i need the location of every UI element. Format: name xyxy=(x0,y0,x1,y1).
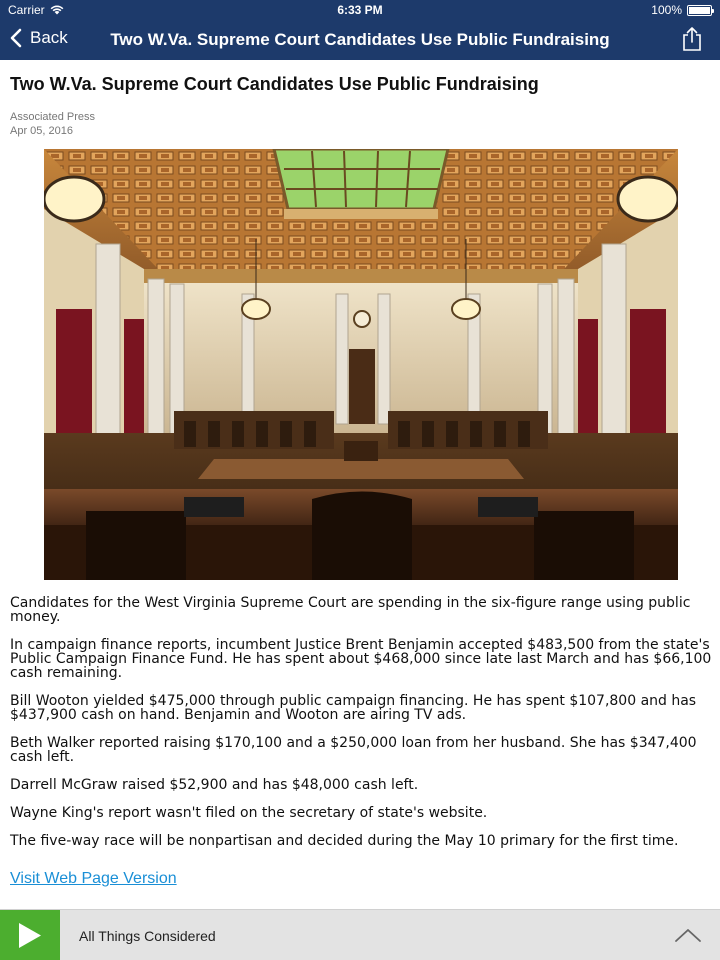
chevron-left-icon xyxy=(10,28,22,48)
play-icon xyxy=(0,910,60,960)
navigation-bar xyxy=(0,20,720,60)
article-date: Apr 05, 2016 xyxy=(10,125,73,137)
article-paragraph: Candidates for the West Virginia Supreme Court are spending in the six-figure range using public money. xyxy=(10,595,691,625)
battery-fill xyxy=(689,7,710,14)
article-paragraph: The five-way race will be nonpartisan and decided during the May 10 primary for the first time. xyxy=(10,833,679,849)
visit-web-page-link[interactable]: Visit Web Page Version xyxy=(10,870,177,887)
article-paragraph: Bill Wooton yielded $475,000 through public campaign financing. He has spent $107,800 and has $437,900 cash on hand. Benjamin and Wooton are airing TV ads. xyxy=(10,693,697,723)
play-button[interactable] xyxy=(0,910,60,960)
audio-player-bar xyxy=(0,909,720,960)
status-time: 6:33 PM xyxy=(337,3,383,17)
back-button[interactable] xyxy=(10,28,68,48)
article-paragraph: Beth Walker reported raising $170,100 and a $250,000 loan from her husband. She has $347,400 cash left. xyxy=(10,735,697,765)
article-paragraph: In campaign finance reports, incumbent Justice Brent Benjamin accepted $483,500 from the state's Public Campaign Finance Fund. He has spent about $468,000 since late last March and has $66,100 cash remaining. xyxy=(10,637,712,681)
share-icon[interactable] xyxy=(680,26,704,52)
battery-percent: 100% xyxy=(651,3,682,17)
program-title: All Things Considered xyxy=(79,928,216,944)
back-label: Back xyxy=(30,28,68,47)
article-headline: Two W.Va. Supreme Court Candidates Use Public Fundraising xyxy=(10,74,539,94)
article-paragraph: Wayne King's report wasn't filed on the secretary of state's website. xyxy=(10,805,488,821)
article-paragraph: Darrell McGraw raised $52,900 and has $48,000 cash left. xyxy=(10,777,419,793)
status-bar xyxy=(0,0,720,20)
article xyxy=(0,60,720,908)
battery-icon xyxy=(687,5,712,16)
courtroom-photo xyxy=(44,149,678,580)
chevron-up-icon[interactable] xyxy=(674,925,702,945)
carrier-label: Carrier xyxy=(8,3,45,17)
article-body xyxy=(10,596,714,862)
nav-title: Two W.Va. Supreme Court Candidates Use Public Fundraising xyxy=(110,30,610,49)
article-source: Associated Press xyxy=(10,111,95,123)
